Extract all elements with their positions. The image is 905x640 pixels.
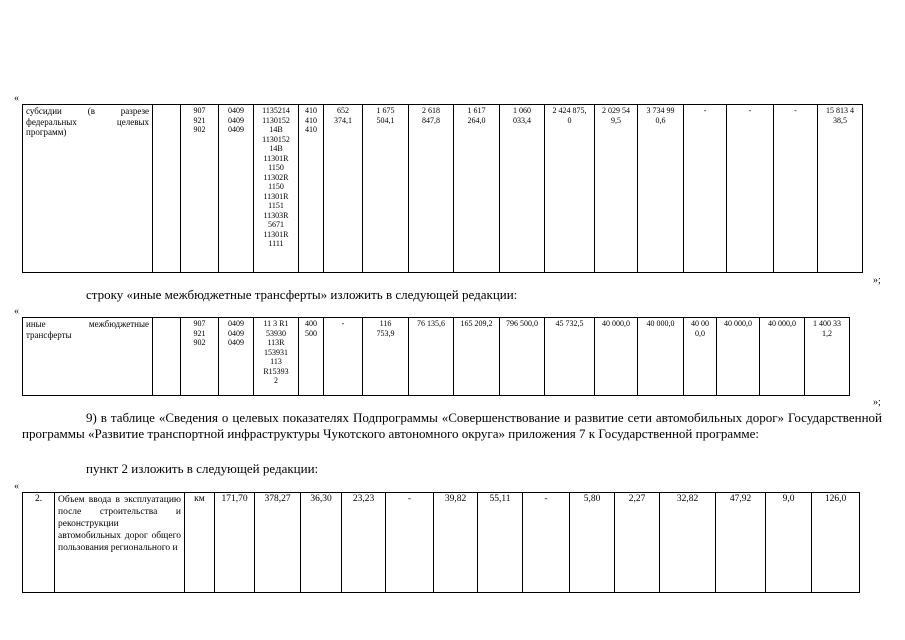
opening-quote-3: « <box>14 481 19 492</box>
table-cell: 40 000,0 <box>760 318 805 396</box>
closing-quote-1: »; <box>873 275 881 286</box>
table-cell: 39,82 <box>434 493 478 593</box>
table-row <box>23 493 860 593</box>
table-cell: 652 374,1 <box>324 105 363 273</box>
subsidies-table <box>22 104 863 273</box>
table-cell: - <box>523 493 570 593</box>
table-cell: 907 921 902 <box>181 318 219 396</box>
transfers-table <box>22 317 850 396</box>
table-cell: - <box>684 105 727 273</box>
table-cell: - <box>774 105 818 273</box>
table-cell: 23,23 <box>342 493 386 593</box>
table-cell: 40 00 0,0 <box>684 318 717 396</box>
table-cell: 796 500,0 <box>500 318 545 396</box>
table-row <box>23 105 863 273</box>
table-cell: 165 209,2 <box>454 318 500 396</box>
table-cell: 2,27 <box>615 493 660 593</box>
table-cell <box>153 105 181 273</box>
indicators-table <box>22 492 860 593</box>
table-cell: 32,82 <box>660 493 716 593</box>
opening-quote-2: « <box>14 306 19 317</box>
table-cell: 1 617 264,0 <box>454 105 500 273</box>
table-cell: 3 734 99 0,6 <box>638 105 684 273</box>
table-cell: 410 410 410 <box>299 105 324 273</box>
table-cell: 126,0 <box>812 493 860 593</box>
table-cell: 1135214 1130152 14В 1130152 14В 11301R 1150 11302R 1150 11301R 1151 11303R 5671 11301R 1111 <box>254 105 299 273</box>
table-cell: 11 3 R1 53930 113R 153931 113 R15393 2 <box>254 318 299 396</box>
opening-quote-1: « <box>14 93 19 104</box>
row-name-cell: субсидии (в разрезе федеральных целевых программ) <box>23 105 153 273</box>
table-row <box>23 318 850 396</box>
table-cell: 55,11 <box>478 493 523 593</box>
table-cell: 116 753,9 <box>363 318 409 396</box>
table-cell: 40 000,0 <box>638 318 684 396</box>
table-cell: 36,30 <box>301 493 342 593</box>
instruction-line-transfers: строку «иные межбюджетные трансферты» изложить в следующей редакции: <box>86 287 518 302</box>
table-cell: - <box>324 318 363 396</box>
table-cell: 378,27 <box>255 493 301 593</box>
row-name-cell: иные межбюджетные трансферты <box>23 318 153 396</box>
table-cell: 2 029 54 9,5 <box>595 105 638 273</box>
table-cell: 40 000,0 <box>717 318 760 396</box>
table-cell: 45 732,5 <box>545 318 595 396</box>
table-cell: 5,80 <box>570 493 615 593</box>
table-cell: 15 813 4 38,5 <box>818 105 863 273</box>
table-cell: 907 921 902 <box>181 105 219 273</box>
table-cell: 2 424 875, 0 <box>545 105 595 273</box>
table-cell: 76 135,6 <box>409 318 454 396</box>
table-cell: 47,92 <box>716 493 766 593</box>
closing-quote-2: »; <box>873 397 881 408</box>
table-cell: 40 000,0 <box>595 318 638 396</box>
table-cell: 1 060 033,4 <box>500 105 545 273</box>
table-cell: 2 618 847,8 <box>409 105 454 273</box>
table-cell: - <box>727 105 774 273</box>
table-cell: 0409 0409 0409 <box>219 318 254 396</box>
table-cell <box>153 318 181 396</box>
row-number-cell: 2. <box>23 493 55 593</box>
table-cell: 1 400 33 1,2 <box>805 318 850 396</box>
indicator-name-cell: Объем ввода в эксплуатацию после строительства и реконструкции автомобильных дорог общего пользования регионального и <box>55 493 185 593</box>
unit-cell: км <box>185 493 215 593</box>
table-cell: - <box>386 493 434 593</box>
instruction-paragraph-item-9: 9) в таблице «Сведения о целевых показателях Подпрограммы «Совершенствование и развитие сети автомобильных дорог» Государственной программы «Развитие транспортной инфраструктуры Чукотского автономного округа» приложения 7 к Государственной программе: <box>22 410 882 441</box>
table-cell: 0409 0409 0409 <box>219 105 254 273</box>
table-cell: 1 675 504,1 <box>363 105 409 273</box>
table-cell: 400 500 <box>299 318 324 396</box>
table-cell: 171,70 <box>215 493 255 593</box>
instruction-line-item-2: пункт 2 изложить в следующей редакции: <box>86 461 319 476</box>
table-cell: 9,0 <box>766 493 812 593</box>
